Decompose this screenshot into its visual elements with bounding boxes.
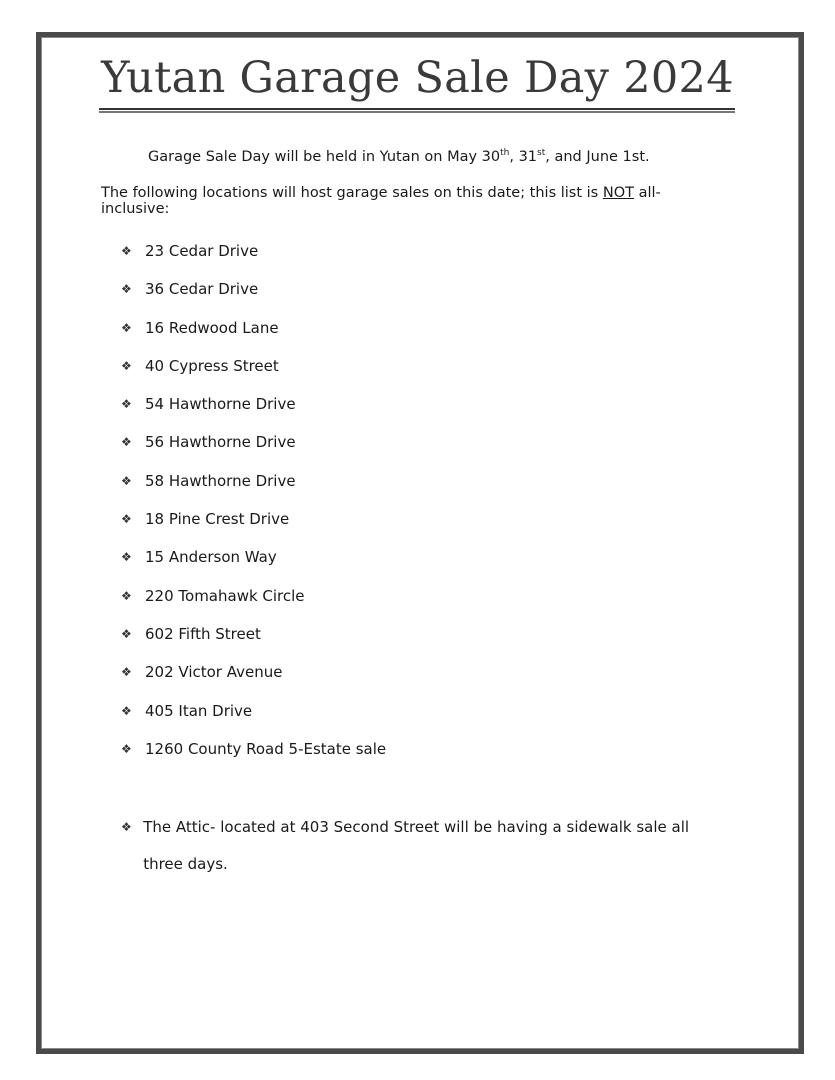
intro-prefix: Garage Sale Day will be held in Yutan on May 30 [148,149,501,165]
intro-mid: , 31 [509,149,538,165]
location-address: 56 Hawthorne Drive [145,433,296,452]
list-item [121,701,386,739]
diamond-bullet-icon: ❖ [121,358,132,373]
diamond-bullet-icon: ❖ [121,244,132,258]
location-address: 36 Cedar Drive [145,280,259,299]
list-item [121,471,386,509]
list-item [121,356,386,394]
list-item [121,394,386,432]
list-item [121,586,386,624]
location-address: 58 Hawthorne Drive [145,471,296,490]
diamond-bullet-icon: ❖ [121,665,132,680]
intro-suffix: , and June 1st. [545,149,650,165]
list-item [121,432,386,470]
list-item [121,739,386,777]
location-address: 40 Cypress Street [145,356,279,375]
list-item [121,509,386,547]
diamond-bullet-icon: ❖ [121,550,132,565]
location-address: 602 Fifth Street [145,624,261,643]
diamond-bullet-icon: ❖ [121,512,132,527]
diamond-bullet-icon: ❖ [121,588,132,603]
intro-sup-st: st [537,148,546,159]
location-address: 16 Redwood Lane [145,318,279,337]
title-underline [99,108,735,110]
locations-note [101,185,721,217]
note-emphasis: NOT [602,185,634,201]
note-after: all-inclusive: [101,185,661,217]
intro-sup-th: th [500,148,510,159]
title-underline-secondary [99,111,735,113]
diamond-bullet-icon: ❖ [121,282,132,297]
location-address: 15 Anderson Way [145,548,277,567]
location-address: 405 Itan Drive [145,701,253,720]
diamond-bullet-icon: ❖ [121,473,132,488]
location-address: 54 Hawthorne Drive [145,395,296,414]
diamond-bullet-icon: ❖ [121,703,132,718]
diamond-bullet-icon: ❖ [121,626,132,641]
locations-list [121,241,386,777]
page-title: Yutan Garage Sale Day 2024 [101,53,734,103]
list-item [121,662,386,700]
list-item [121,241,386,279]
intro-paragraph [148,147,650,167]
note-before: The following locations will host garage sales on this date; this list is [101,185,603,201]
attic-sidewalk-sale [121,817,731,883]
diamond-bullet-icon: ❖ [121,820,132,834]
location-address: 202 Victor Avenue [145,663,283,682]
diamond-bullet-icon: ❖ [121,741,132,756]
list-item [121,547,386,585]
location-address: 220 Tomahawk Circle [145,586,305,605]
attic-text: The Attic- located at 403 Second Street will be having a sidewalk sale all three days. [143,818,690,873]
diamond-bullet-icon: ❖ [121,435,132,450]
list-item [121,624,386,662]
list-item [121,318,386,356]
location-address: 18 Pine Crest Drive [145,510,290,529]
list-item [121,279,386,317]
location-address: 1260 County Road 5-Estate sale [145,739,387,758]
location-address: 23 Cedar Drive [145,242,259,260]
diamond-bullet-icon: ❖ [121,397,132,412]
diamond-bullet-icon: ❖ [121,320,132,335]
